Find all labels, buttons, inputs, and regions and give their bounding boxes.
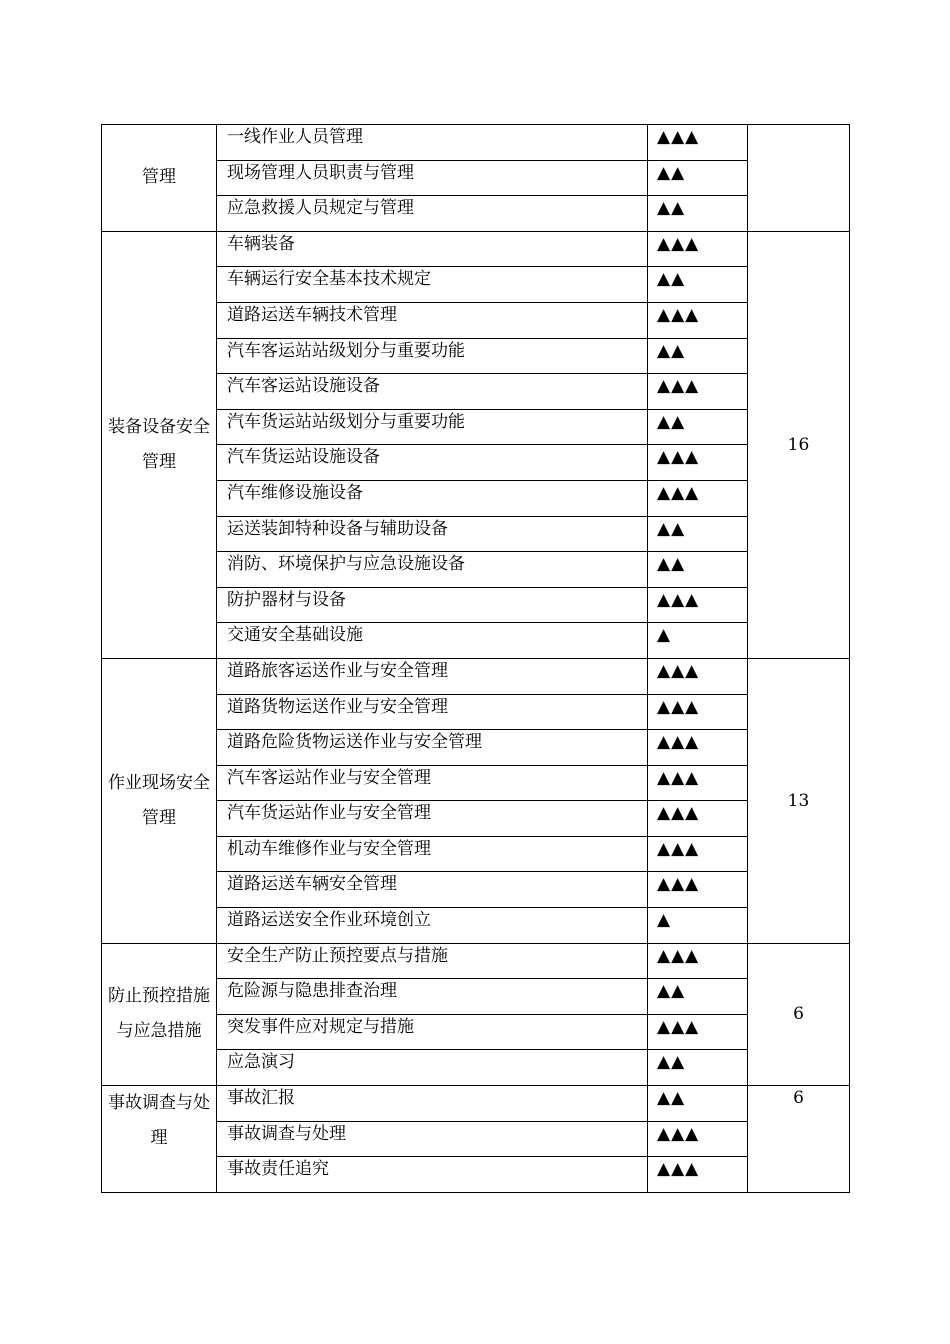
- level-cell: [648, 374, 748, 410]
- level-triangles: ▲▲: [657, 340, 686, 361]
- item-cell: [217, 160, 648, 196]
- table-row: [102, 1086, 850, 1122]
- item-label: 事故调查与处理: [227, 1123, 346, 1144]
- item-cell: [217, 801, 648, 837]
- item-cell: [217, 552, 648, 588]
- item-cell: [217, 1086, 648, 1122]
- category-label: 管理: [142, 167, 176, 188]
- level-triangles: ▲▲: [657, 518, 686, 539]
- item-label: 突发事件应对规定与措施: [227, 1016, 414, 1037]
- level-triangles: ▲▲▲: [657, 838, 700, 859]
- item-cell: [217, 658, 648, 694]
- level-triangles: ▲▲▲: [657, 1123, 700, 1144]
- level-cell: [648, 552, 748, 588]
- score-value: 6: [793, 1088, 804, 1109]
- level-triangles: ▲▲▲: [657, 447, 700, 468]
- item-cell: [217, 125, 648, 161]
- item-cell: [217, 480, 648, 516]
- item-cell: [217, 979, 648, 1015]
- level-cell: [648, 160, 748, 196]
- item-cell: [217, 445, 648, 481]
- score-cell: [748, 943, 850, 1085]
- item-label: 危险源与隐患排查治理: [227, 981, 397, 1002]
- category-cell: [102, 231, 217, 658]
- item-label: 车辆运行安全基本技术规定: [227, 269, 431, 290]
- knowledge-points-table: [101, 124, 850, 1193]
- category-cell: [102, 1086, 217, 1193]
- level-cell: [648, 1121, 748, 1157]
- item-cell: [217, 943, 648, 979]
- score-cell: [748, 125, 850, 232]
- item-cell: [217, 836, 648, 872]
- level-cell: [648, 694, 748, 730]
- table-row: [102, 658, 850, 694]
- level-cell: [648, 338, 748, 374]
- item-label: 汽车货运站作业与安全管理: [227, 803, 431, 824]
- level-triangles: ▲▲: [657, 411, 686, 432]
- item-label: 应急演习: [227, 1052, 295, 1073]
- item-cell: [217, 730, 648, 766]
- level-triangles: ▲▲▲: [657, 874, 700, 895]
- level-triangles: ▲▲: [657, 981, 686, 1002]
- level-cell: [648, 302, 748, 338]
- item-label: 运送装卸特种设备与辅助设备: [227, 518, 448, 539]
- item-cell: [217, 409, 648, 445]
- category-cell: [102, 125, 217, 232]
- item-label: 汽车货运站站级划分与重要功能: [227, 411, 465, 432]
- level-cell: [648, 1086, 748, 1122]
- level-cell: [648, 836, 748, 872]
- category-label: 作业现场安全管理: [108, 772, 210, 828]
- item-cell: [217, 302, 648, 338]
- category-label: 事故调查与处理: [108, 1093, 210, 1149]
- level-cell: [648, 623, 748, 659]
- level-cell: [648, 979, 748, 1015]
- level-triangles: ▲▲: [657, 269, 686, 290]
- level-cell: [648, 516, 748, 552]
- item-label: 道路运送车辆安全管理: [227, 874, 397, 895]
- item-cell: [217, 516, 648, 552]
- item-label: 道路货物运送作业与安全管理: [227, 696, 448, 717]
- level-triangles: ▲▲▲: [657, 589, 700, 610]
- level-triangles: ▲▲: [657, 198, 686, 219]
- level-cell: [648, 480, 748, 516]
- item-label: 机动车维修作业与安全管理: [227, 838, 431, 859]
- level-cell: [648, 1050, 748, 1086]
- level-cell: [648, 658, 748, 694]
- level-triangles: ▲▲▲: [657, 1159, 700, 1180]
- category-cell: [102, 658, 217, 943]
- item-label: 汽车维修设施设备: [227, 482, 363, 503]
- item-label: 防护器材与设备: [227, 589, 346, 610]
- item-cell: [217, 623, 648, 659]
- item-label: 车辆装备: [227, 233, 295, 254]
- item-label: 事故汇报: [227, 1088, 295, 1109]
- level-triangles: ▲▲▲: [657, 376, 700, 397]
- level-triangles: ▲: [657, 625, 672, 646]
- level-triangles: ▲▲: [657, 162, 686, 183]
- level-cell: [648, 1157, 748, 1193]
- level-cell: [648, 445, 748, 481]
- level-cell: [648, 587, 748, 623]
- level-triangles: ▲▲▲: [657, 233, 700, 254]
- item-cell: [217, 267, 648, 303]
- level-cell: [648, 231, 748, 267]
- item-cell: [217, 908, 648, 944]
- item-cell: [217, 1050, 648, 1086]
- score-cell: [748, 231, 850, 658]
- level-triangles: ▲▲▲: [657, 696, 700, 717]
- category-label: 装备设备安全管理: [108, 416, 210, 472]
- item-label: 一线作业人员管理: [227, 127, 363, 147]
- item-cell: [217, 374, 648, 410]
- item-label: 道路运送安全作业环境创立: [227, 910, 431, 931]
- item-label: 汽车客运站站级划分与重要功能: [227, 340, 465, 361]
- level-cell: [648, 801, 748, 837]
- score-value: 6: [793, 1004, 804, 1025]
- level-triangles: ▲▲▲: [657, 732, 700, 753]
- level-cell: [648, 765, 748, 801]
- table-row: [102, 943, 850, 979]
- item-cell: [217, 872, 648, 908]
- item-label: 汽车客运站作业与安全管理: [227, 767, 431, 788]
- level-triangles: ▲▲▲: [657, 304, 700, 325]
- item-cell: [217, 231, 648, 267]
- item-label: 事故责任追究: [227, 1159, 329, 1180]
- item-cell: [217, 587, 648, 623]
- score-cell: [748, 658, 850, 943]
- level-triangles: ▲▲▲: [657, 945, 700, 966]
- level-cell: [648, 409, 748, 445]
- level-cell: [648, 125, 748, 161]
- level-triangles: ▲▲▲: [657, 767, 700, 788]
- level-cell: [648, 730, 748, 766]
- level-cell: [648, 196, 748, 232]
- level-cell: [648, 267, 748, 303]
- level-triangles: ▲▲▲: [657, 127, 700, 147]
- item-label: 现场管理人员职责与管理: [227, 162, 414, 183]
- table-row: [102, 125, 850, 161]
- level-triangles: ▲: [657, 910, 672, 931]
- item-cell: [217, 765, 648, 801]
- item-cell: [217, 1157, 648, 1193]
- score-value: 16: [787, 434, 810, 455]
- item-label: 消防、环境保护与应急设施设备: [227, 554, 465, 575]
- item-label: 汽车货运站设施设备: [227, 447, 380, 468]
- item-cell: [217, 196, 648, 232]
- level-cell: [648, 1014, 748, 1050]
- item-label: 汽车客运站设施设备: [227, 376, 380, 397]
- item-label: 应急救援人员规定与管理: [227, 198, 414, 219]
- item-cell: [217, 694, 648, 730]
- level-triangles: ▲▲: [657, 554, 686, 575]
- level-cell: [648, 908, 748, 944]
- level-triangles: ▲▲: [657, 1052, 686, 1073]
- item-label: 安全生产防止预控要点与措施: [227, 945, 448, 966]
- level-triangles: ▲▲▲: [657, 660, 700, 681]
- level-triangles: ▲▲▲: [657, 803, 700, 824]
- category-label: 防止预控措施与应急措施: [108, 986, 210, 1042]
- level-cell: [648, 943, 748, 979]
- category-cell: [102, 943, 217, 1085]
- level-triangles: ▲▲▲: [657, 1016, 700, 1037]
- item-label: 道路旅客运送作业与安全管理: [227, 660, 448, 681]
- level-cell: [648, 872, 748, 908]
- level-triangles: ▲▲▲: [657, 482, 700, 503]
- item-label: 道路危险货物运送作业与安全管理: [227, 732, 482, 753]
- item-label: 道路运送车辆技术管理: [227, 304, 397, 325]
- table-row: [102, 231, 850, 267]
- level-triangles: ▲▲: [657, 1088, 686, 1109]
- item-cell: [217, 1014, 648, 1050]
- item-cell: [217, 1121, 648, 1157]
- item-cell: [217, 338, 648, 374]
- score-value: 13: [787, 790, 810, 811]
- score-cell: [748, 1086, 850, 1193]
- item-label: 交通安全基础设施: [227, 625, 363, 646]
